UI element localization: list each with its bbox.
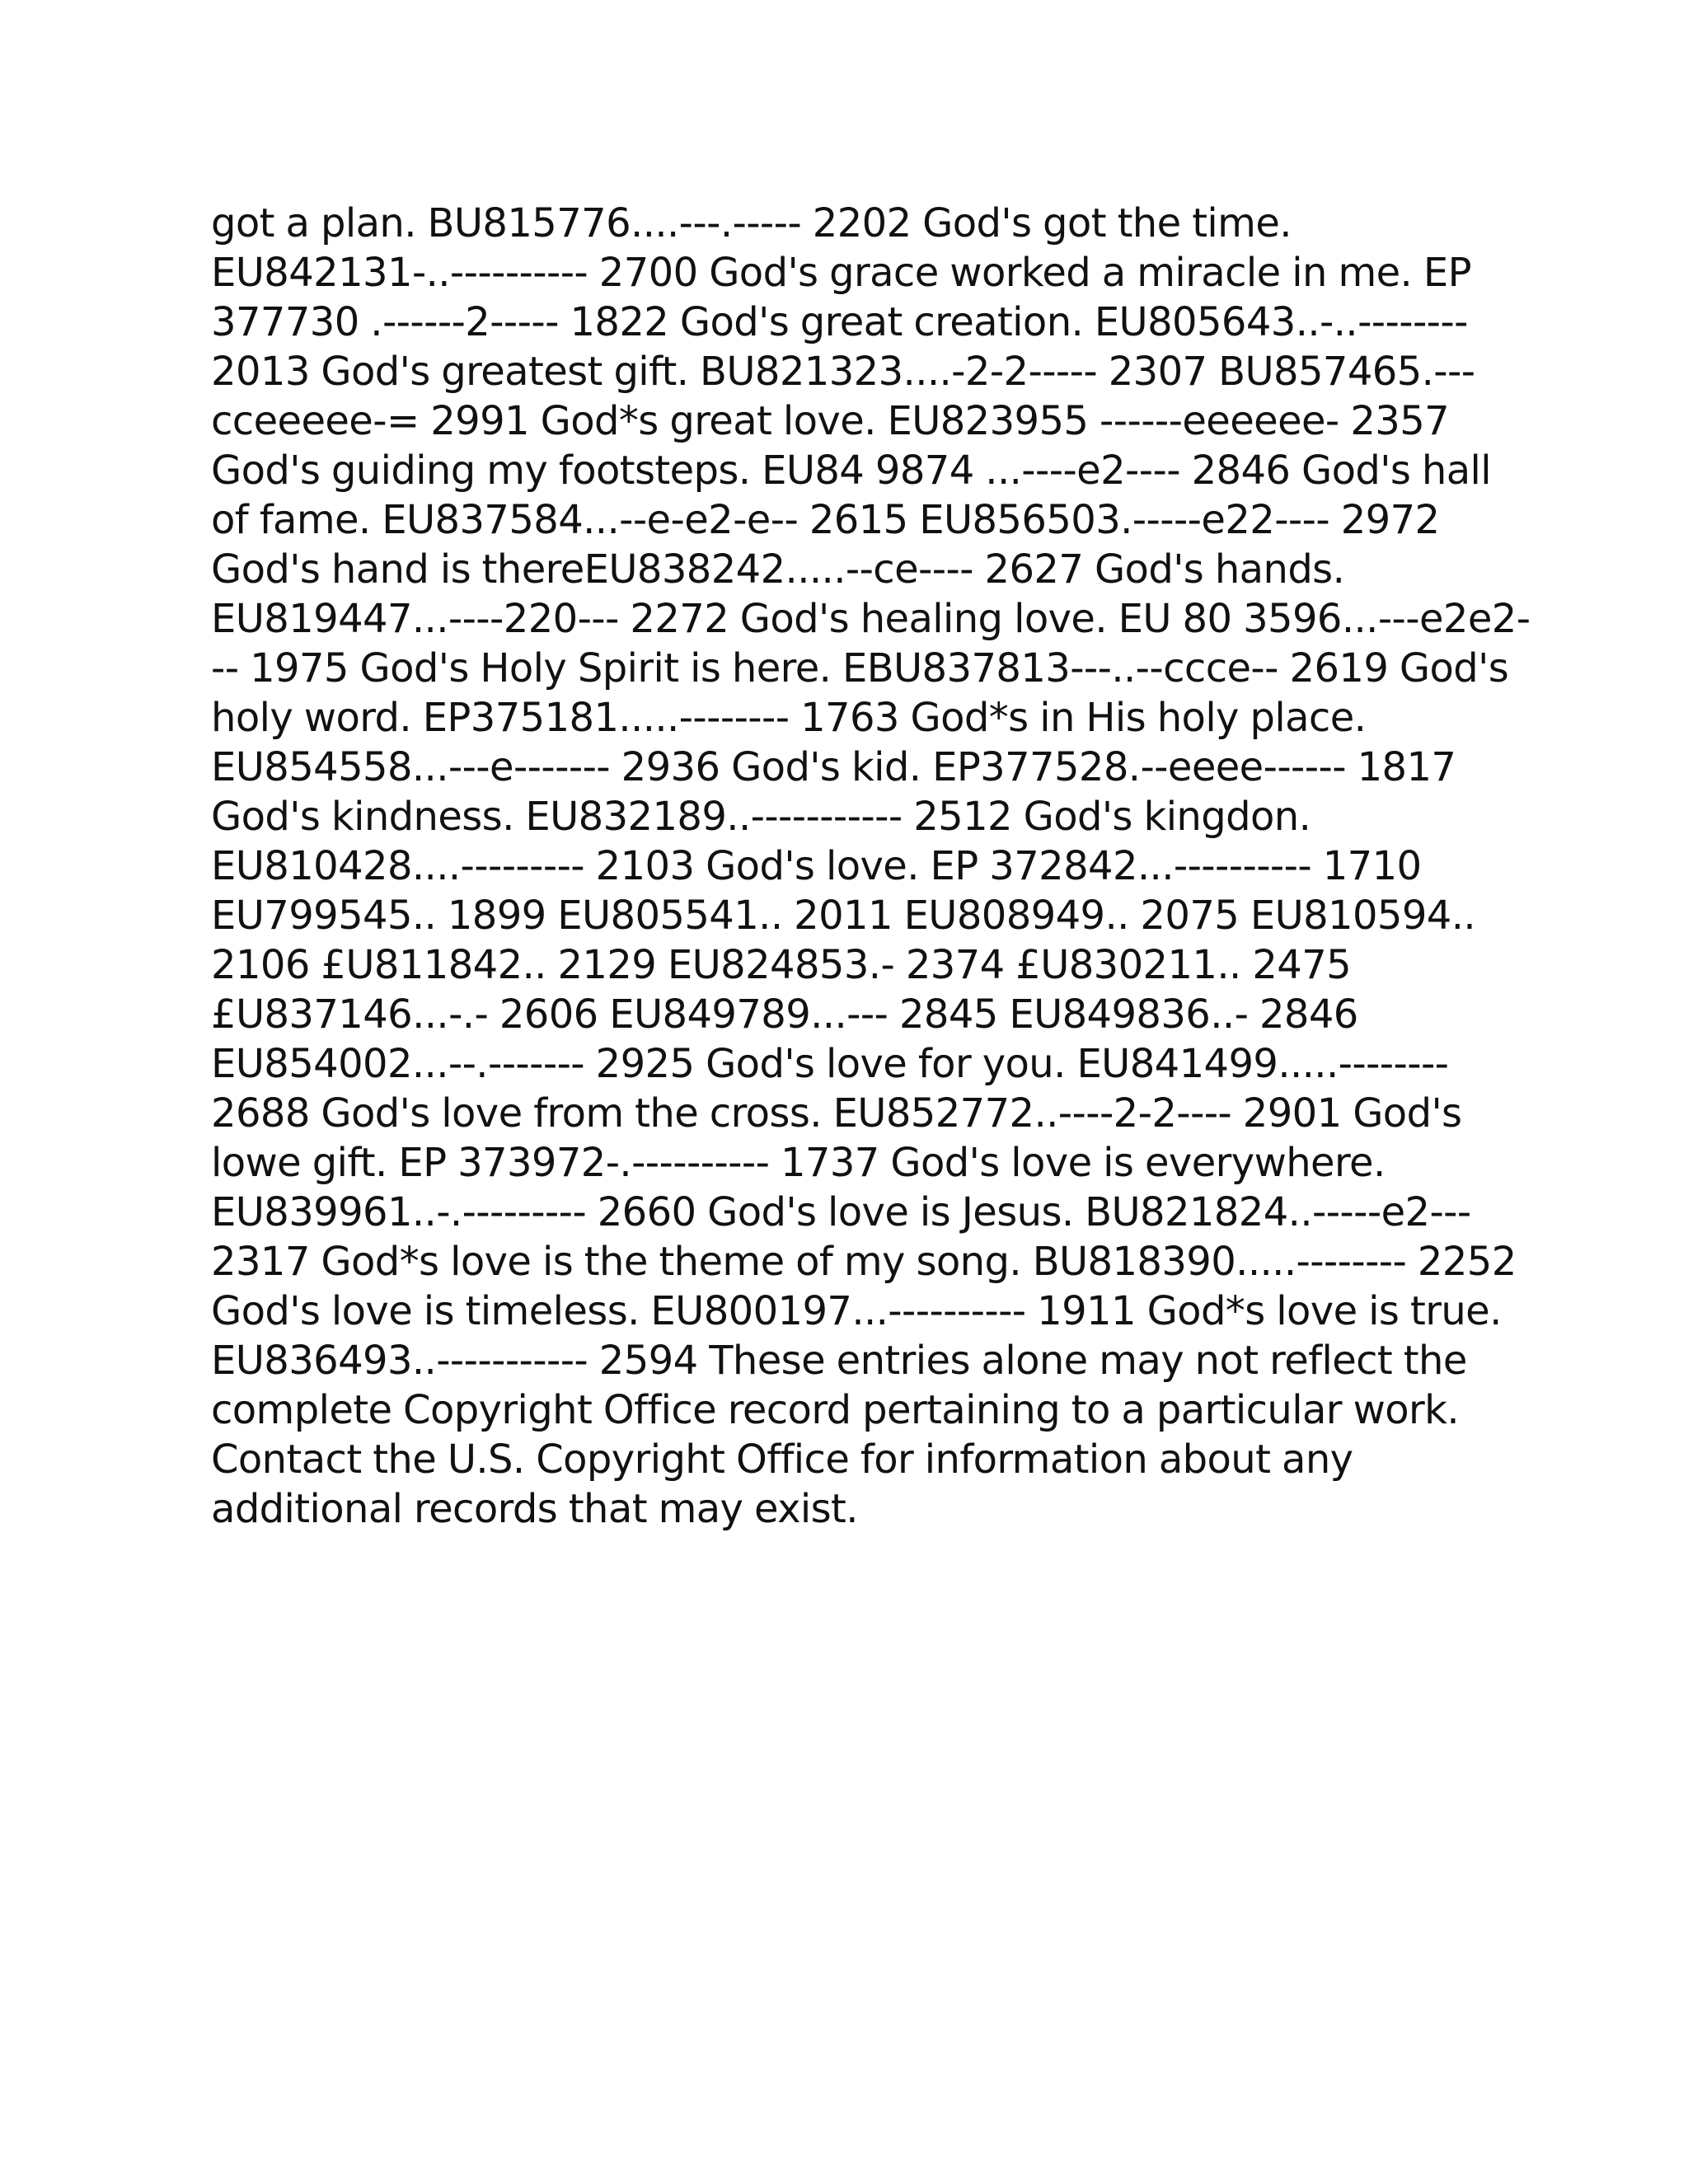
text-line: 2106 £U811842.. 2129 EU824853.- 2374 £U830211.. 2475: [211, 942, 1352, 988]
text-line: God's guiding my footsteps. EU84 9874 ...----e2---- 2846 God's hall: [211, 448, 1491, 494]
text-line: EU839961..-.--------- 2660 God's love is Jesus. BU821824..-----e2---: [211, 1189, 1471, 1235]
text-line: 2688 God's love from the cross. EU852772..----2-2---- 2901 God's: [211, 1090, 1462, 1137]
text-line: complete Copyright Office record pertaining to a particular work.: [211, 1387, 1460, 1433]
text-line: EU854558...---e------- 2936 God's kid. EP377528.--eeee------ 1817: [211, 744, 1456, 790]
text-line: additional records that may exist.: [211, 1486, 858, 1532]
text-line: £U837146...-.- 2606 EU849789...--- 2845 EU849836..- 2846: [211, 991, 1358, 1038]
text-line: lowe gift. EP 373972-.---------- 1737 God's love is everywhere.: [211, 1140, 1386, 1186]
text-line: 2013 God's greatest gift. BU821323....-2-2----- 2307 BU857465.---: [211, 349, 1475, 395]
text-line: God's hand is thereEU838242.....--ce---- 2627 God's hands.: [211, 546, 1345, 593]
text-line: EU799545.. 1899 EU805541.. 2011 EU808949.. 2075 EU810594..: [211, 893, 1476, 939]
text-line: EU836493..----------- 2594 These entries alone may not reflect the: [211, 1338, 1467, 1384]
text-line: Contact the U.S. Copyright Office for information about any: [211, 1436, 1353, 1483]
catalog-text-block: [211, 199, 1531, 1534]
text-line: God's love is timeless. EU800197...---------- 1911 God*s love is true.: [211, 1288, 1502, 1334]
text-line: EU842131-..---------- 2700 God's grace worked a miracle in me. EP: [211, 250, 1471, 296]
text-line: 377730 .------2----- 1822 God's great creation. EU805643..-..--------: [211, 299, 1468, 345]
text-line: EU810428....--------- 2103 God's love. EP 372842...---------- 1710: [211, 843, 1422, 889]
text-line: EU854002...--.------- 2925 God's love for you. EU841499.....--------: [211, 1041, 1449, 1087]
text-line: holy word. EP375181.....-------- 1763 God*s in His holy place.: [211, 695, 1367, 741]
text-line: -- 1975 God's Holy Spirit is here. EBU837813---..--ccce-- 2619 God's: [211, 645, 1509, 691]
text-line: God's kindness. EU832189..----------- 2512 God's kingdon.: [211, 794, 1311, 840]
text-line: EU819447...----220--- 2272 God's healing love. EU 80 3596...---e2e2-: [211, 596, 1531, 642]
text-line: 2317 God*s love is the theme of my song. BU818390.....-------- 2252: [211, 1239, 1517, 1285]
text-line: got a plan. BU815776....---.----- 2202 God's got the time.: [211, 200, 1292, 246]
text-line: cceeeee-= 2991 God*s great love. EU823955 ------eeeeee- 2357: [211, 398, 1450, 444]
text-line: of fame. EU837584...--e-e2-e-- 2615 EU856503.-----e22---- 2972: [211, 497, 1440, 543]
